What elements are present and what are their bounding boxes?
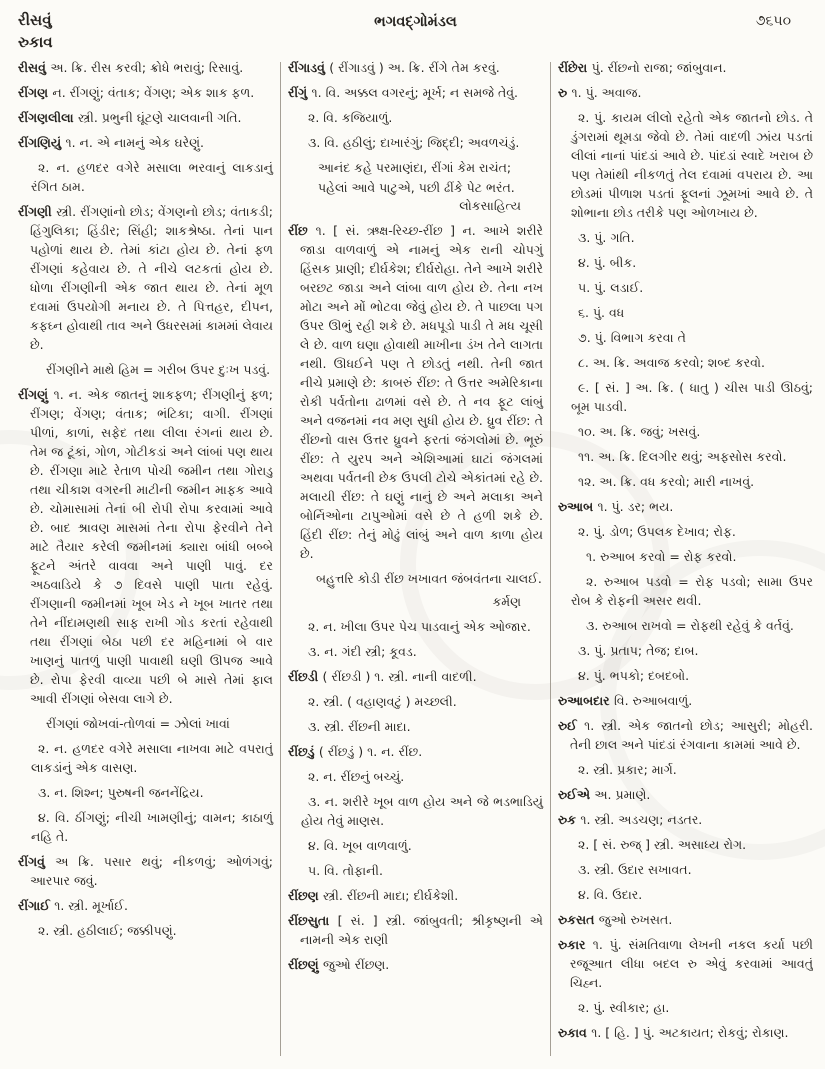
headword: રીંગણ xyxy=(18,84,53,100)
sub-sense: ૨. પું. સ્વીકાર; હા. xyxy=(578,999,670,1015)
column-1 xyxy=(18,58,280,1066)
headword: રીંગાડવું xyxy=(288,59,330,75)
sub-sense: ૨. સ્ત્રી. ( વહાણવટું ) મચ્છલી. xyxy=(308,693,457,709)
headword: રુકાર xyxy=(558,936,593,952)
headword: રીંછડું xyxy=(288,743,319,759)
attribution: લોકસાહિત્ય xyxy=(459,197,521,213)
dictionary-entry: રીંગણ ન. રીંગણું; વંતાક; વેંગણ; એક શાક ફળ. xyxy=(18,84,255,100)
sub-sense: ૪. પું. બીક. xyxy=(578,254,637,270)
sub-sense: ૨. ન. રીંછનું બચ્ચું. xyxy=(308,768,405,784)
headword: રીંછણું xyxy=(288,956,323,972)
dictionary-entry: રીસવું અ. ક્રિ. રીસ કરવી; ક્રોધે ભરાવું; રિસાવું. xyxy=(18,59,244,75)
dictionary-entry: રીંછણું જુઓ રીંછણ. xyxy=(288,956,390,972)
dictionary-entry: રીંછેરા પું. રીંછનો રાજા; જાંબુવાન. xyxy=(558,59,727,75)
verse-line: આનંદ કહે પરમાણંદા, રીંગાં કેમ રાચંત; xyxy=(318,159,512,175)
idiom-line: ૩. રુઆબ રાખવો = રોફથી રહેવું કે વર્તવું. xyxy=(586,617,794,633)
sub-sense: ૨. પું. ડોળ; ઉપલક દેખાવ; રોફ. xyxy=(578,523,736,539)
headword: રીંગણલીલા xyxy=(18,109,78,125)
sub-sense: ૨. સ્ત્રી. પ્રકાર; માર્ગ. xyxy=(578,761,677,777)
sub-sense: ૨. [ સં. રુજ્ ] સ્ત્રી. અસાધ્ય રોગ. xyxy=(578,836,747,852)
dictionary-entry: રુક ૧. સ્ત્રી. અડચણ; નડતર. xyxy=(558,811,703,827)
page-header xyxy=(18,10,813,54)
sub-sense: ૪. વિ. ખૂબ વાળવાળું. xyxy=(308,837,412,853)
headword: રીંછેરા xyxy=(558,59,592,75)
dictionary-entry: રીંછ ૧. [ સં. ઋક્ષ-રિચ્છ-રીંછ ] ન. આખે શરીરે જાડા વાળવાળું એ નામનું એક રાની ચોપગું હિંસક પ્રાણી; દીર્ઘકેશ; દીર્ઘરોહા. તેને આખે શરીરે બરછટ જાડા અને લાંબા વાળ હોય છે. તેના નખ મોટા અને મોં ભોટવા જેવું હોય છે. તે પાછલા પગ ઉપર ઊભું રહી શકે છે. મધપૂડો પાડી તે મધ ચૂસી લે છે. વાળ ઘણા હોવાથી માખીના ડંખ તેને લાગતા નથી. ઊધઈને પણ તે છોડતું નથી. તેની જાત નીચે પ્રમાણે છે: કાબરું રીંછ: તે ઉત્તર અમેરિકાના રોકી પર્વતોના ઢાળમાં વસે છે. તે નવ ફૂટ લાંબું અને વજનમાં નવ મણ સુધી હોય છે. ધ્રુવ રીંછ: તે રીંછનો વાસ ઉત્તર ધ્રુવને ફરતાં જંગલોમાં છે. ભૂરું રીંછ: તે યુરપ અને એશિઆમાં ઘાટાં જંગલમાં અથવા પર્વતની છેક ઉપલી ટોચે એકાંતમાં રહે છે. મલાયી રીંછ: તે ઘણું નાનું છે અને મલાકા અને બોર્નિઓના ટાપુઓમાં વસે છે તે હળી શકે છે. હિંદી રીંછ: તેનું મોઢું લાંબું અને વાળ કાળા હોય છે. xyxy=(288,222,543,561)
sub-sense: ૩. પું. પ્રતાપ; તેજ; દાબ. xyxy=(578,642,699,658)
dictionary-entry: રીંગણું ૧. ન. એક જાતનું શાકફળ; રીંગણીનું ફળ; રીંગણ; વેંગણ; વંતાક; ભંટિકા; વાગી. રીંગણાં પીળાં, કાળાં, સફેદ તથા લીલા રંગનાં થાય છે. તેમ જ ટૂંકાં, ગોળ, ગોટીકડાં અને લાંબાં પણ થાય છે. રીંગણા માટે રેતાળ પોચી જમીન તથા ગોરાડુ તથા ચીકાશ વગરની માટીની જમીન માફક આવે છે. ચોમાસામાં તેનાં બી રોપી રોપા કરવામાં આવે છે. બાદ શ્રાવણ માસમાં તેના રોપા ફેરવીને તેને માટે તૈયાર કરેલી જમીનમાં ક્યારા બાંધી બબ્બે ફૂટને અંતરે વાવવા અને પાણી પાવું. દર અઠવાડિયે કે ૭ દિવસે પાણી પાતા રહેવું. રીંગણાની જમીનમાં ખૂબ ખેડ ને ખૂબ ખાતર તથા તેને નીંદામણથી સાફ રાખી ગોડ કરતાં રહેવાથી તથા રીંગણાં બેઠા પછી દર મહિનામાં બે વાર ખાણનું પાતળું પાણી પાવાથી ઘણી ઊપજ આવે છે. રોપા ફેરવી વાવ્યા પછી બે માસે તેમાં ફાલ આવી રીંગણાં બેસવા લાગે છે. xyxy=(18,386,273,706)
sub-sense: ૭. પું. વિભાગ કરવા તે xyxy=(578,329,686,345)
headword: રીંગાઈ xyxy=(18,897,55,913)
sub-sense: ૪. પું. ભપકો; દબદબો. xyxy=(578,667,690,683)
dictionary-entry: રીંગવું અ ક્રિ. પસાર થવું; નીકળવું; ઓળંગવું; આરપાર જવું. xyxy=(18,853,273,888)
dictionary-entry: રુઈ ૧. સ્ત્રી. એક જાતનો છોડ; આસુરી; મોહરી. તેની છાલ અને પાંદડાં રંગવાના કામમાં આવે છે. xyxy=(558,717,813,752)
dictionary-entry: રીંછડી ( રીંછડી ) ૧. સ્ત્રી. નાની વાદળી. xyxy=(288,668,477,684)
headword: રીસવું xyxy=(18,59,51,75)
headword: રીંગું xyxy=(288,84,312,100)
headword: રીંગવું xyxy=(18,853,56,869)
dictionary-entry: રીંછણ સ્ત્રી. રીંછની માદા; દીર્ઘકેશી. xyxy=(288,887,459,903)
headword: રુઈએ xyxy=(558,786,595,802)
dictionary-entry: રુ ૧. પું. અવાજ. xyxy=(558,84,642,100)
headword: રુ xyxy=(558,84,572,100)
sub-sense: ૯. [ સં. ] અ. ક્રિ. ( ધાતુ ) ચીસ પાડી ઊઠવું; બૂમ પાડવી. xyxy=(571,379,813,414)
dictionary-entry: રુઆબ ૧. પું. ડર; ભય. xyxy=(558,498,674,514)
dictionary-entry: રુકાવ ૧. [ હિ. ] પું. અટકાયત; રોકવું; રોકાણ. xyxy=(558,1024,789,1040)
headword: રુક xyxy=(558,811,581,827)
sub-sense: ૨. વિ. કજિયાળું. xyxy=(308,109,393,125)
sub-sense: ૪. વિ. ઠીંગણું; નીચી ખામણીનું; વામન; કાઠાળું નહિ તે. xyxy=(31,809,273,844)
column-2 xyxy=(288,58,550,1066)
sub-sense: ૧૧. અ. ક્રિ. દિલગીર થવું; અફસોસ કરવો. xyxy=(578,448,787,464)
headword: રીંછડી xyxy=(288,668,323,684)
dictionary-entry: રીંગું ૧. વિ. અક્કલ વગરનું; મૂર્ખ; ન સમજે તેવું. xyxy=(288,84,519,100)
headword: રુઈ xyxy=(558,717,585,733)
sub-sense: ૧૨. અ. ક્રિ. વધ કરવો; મારી નાખવું. xyxy=(578,473,755,489)
dictionary-entry: રીંગણિયું ૧. ન. એ નામનું એક ઘરેણું. xyxy=(18,134,204,150)
idiom-line: ૨. રુઆબ પડવો = રોફ પડવો; સામા ઉપર રોબ કે રોફની અસર થવી. xyxy=(571,573,813,608)
sub-sense: ૨. ન. હળદર વગેરે મસાલા ભરવાનું લાકડાનું રંગિત ઠામ. xyxy=(31,159,273,194)
dictionary-entry: રુઈએ અ. પ્રમાણે. xyxy=(558,786,651,802)
sub-sense: ૫. વિ. તોફાની. xyxy=(308,862,383,878)
dictionary-entry: રીંગણલીલા સ્ત્રી. પ્રભુની ઘૂંટણે ચાલવાની ગતિ. xyxy=(18,109,242,125)
sub-sense: ૩. પું. ગતિ. xyxy=(578,229,635,245)
sub-sense: ૩. સ્ત્રી. ઉદાર સખાવત. xyxy=(578,861,692,877)
dictionary-entry: રીંગાઈ ૧. સ્ત્રી. મૂર્ખાઈ. xyxy=(18,897,128,913)
dictionary-entry: રુકાર ૧. પું. સંમતિવાળા લેખની નકલ કર્યા પછી રજૂઆત લીધા બદલ રુ એવું કરવામાં આવતું ચિહ્ન. xyxy=(558,936,813,990)
headword: રુકસત xyxy=(558,911,599,927)
sub-sense: ૪. વિ. ઉદાર. xyxy=(578,886,643,902)
idiom-line: રીંગણાં જોખવાં-તોળવાં = ઝોલાં ખાવાં xyxy=(46,715,230,731)
book-title: ભગવદ્ગોમંડલ xyxy=(374,14,457,30)
sub-sense: ૧૦. અ. ક્રિ. જવું; ખસવું. xyxy=(578,423,701,439)
column-separator xyxy=(280,62,281,1056)
dictionary-columns xyxy=(18,58,813,1066)
dictionary-entry: રુકસત જુઓ રુખસત. xyxy=(558,911,673,927)
dictionary-entry: રીંગણી સ્ત્રી. રીંગણાંનો છોડ; વેંગણનો છોડ; વંતાકડી; હિંગુલિકા; હિંડીર; સિંહી; શાકશ્રેષ્ઠા. તેનાં પાન પહોળાં થાય છે. તેમાં કાંટા હોય છે. તેનાં ફળ રીંગણાં કહેવાય છે. તે નીચે લટકતાં હોય છે. ધોળા રીંગણીની એક જાત થાય છે. તેનાં મૂળ દવામાં ઉપયોગી મનાય છે. તે પિત્તહર, દીપન, કફઘ્ન હોવાથી તાવ અને ઉધરસમાં કામમાં લેવાય છે. xyxy=(18,203,273,352)
headword: રીંગણિયું xyxy=(18,134,66,150)
dictionary-entry: રુઆબદાર વિ. રુઆબવાળું. xyxy=(558,692,693,708)
sub-sense: ૩. ન. શિશ્ન; પુરુષની જનનેંદ્રિય. xyxy=(38,784,204,800)
sub-sense: ૨. ન. ખીલા ઉપર પેચ પાડવાનું એક ઓજાર. xyxy=(308,618,531,634)
sub-sense: ૩. વિ. હઠીલું; દાખારંગું; જિદ્દી; અવળચંડું. xyxy=(308,134,520,150)
headword: રીંગણી xyxy=(18,203,57,219)
headword: રુકાવ xyxy=(558,1024,592,1040)
verse-line: પહેલાં આવે પાટુએ, પછી ઢીંકે પેટ ભરંત. xyxy=(318,179,515,195)
idiom-line: ૧. રુઆબ કરવો = રોફ કરવો. xyxy=(586,548,737,564)
sub-sense: ૬. પું. વધ xyxy=(578,304,625,320)
headword: રીંછણ xyxy=(288,887,323,903)
page-number: ૭૬૫૦ xyxy=(755,13,791,29)
column-3 xyxy=(558,58,813,1066)
attribution: કર્મણ xyxy=(492,593,521,609)
headword: રીંછસુતા xyxy=(288,912,338,928)
dictionary-entry: રીંછસુતા [ સં. ] સ્ત્રી. જાંબુવતી; શ્રીકૃષ્ણની એ નામની એક રાણી xyxy=(288,912,543,947)
sub-sense: ૨. ન. હળદર વગેરે મસાલા નાખવા માટે વપરાતું લાકડાંનું એક વાસણ. xyxy=(31,740,273,775)
sub-sense: ૩. ન. શરીરે ખૂબ વાળ હોય અને જે ભડભાડિયું હોય તેવું માણસ. xyxy=(301,793,543,828)
sub-sense: ૮. અ. ક્રિ. અવાજ કરવો; શબ્દ કરવો. xyxy=(578,354,765,370)
dictionary-entry: રીંછડું ( રીંછડું ) ૧. ન. રીંછ. xyxy=(288,743,423,759)
guide-words xyxy=(18,10,208,54)
guide-word-first: રીસવું xyxy=(18,11,52,29)
headword: રુઆબ xyxy=(558,498,598,514)
dictionary-entry: રીંગાડવું ( રીંગાડવું ) અ. ક્રિ. રીંગે તેમ કરવું. xyxy=(288,59,500,75)
sub-sense: ૨. પું. કાયમ લીલો રહેતો એક જાતનો છોડ. તે ડુંગરામાં થૂમડા જેવો છે. તેમાં વાદળી ઝાંય પડતાં લીલાં નાનાં પાંદડાં આવે છે. પાંદડાં સ્વાદે ખરાબ છે પણ તેમાંથી નીકળતું તેલ દવામાં વપરાય છે. આ છોડમાં પીળાશ પડતાં ફૂલનાં ઝૂમખાં આવે છે. તે શોભાના છોડ તરીકે પણ ઓળખાય છે. xyxy=(571,109,813,220)
idiom-line: રીંગણીને માથે હિમ = ગરીબ ઉપર દુઃખ પડવું. xyxy=(46,361,271,377)
sub-sense: ૫. પું. લડાઈ. xyxy=(578,279,644,295)
headword: રીંછ xyxy=(288,222,316,238)
sub-sense: ૩. ન. ગંદી સ્ત્રી; કૂવડ. xyxy=(308,643,417,659)
idiom-line: બહુત્તરિ કોડી રીંછ ખખાવત જંબવંતના ચાલઈ. xyxy=(316,570,542,586)
sub-sense: ૨. સ્ત્રી. હઠીલાઈ; જક્કીપણું. xyxy=(38,922,177,938)
sub-sense: ૩. સ્ત્રી. રીંછની માદા. xyxy=(308,718,411,734)
headword: રુઆબદાર xyxy=(558,692,614,708)
guide-word-last: રુકાવ xyxy=(18,32,53,51)
column-separator xyxy=(550,62,551,1056)
headword: રીંગણું xyxy=(18,386,54,402)
